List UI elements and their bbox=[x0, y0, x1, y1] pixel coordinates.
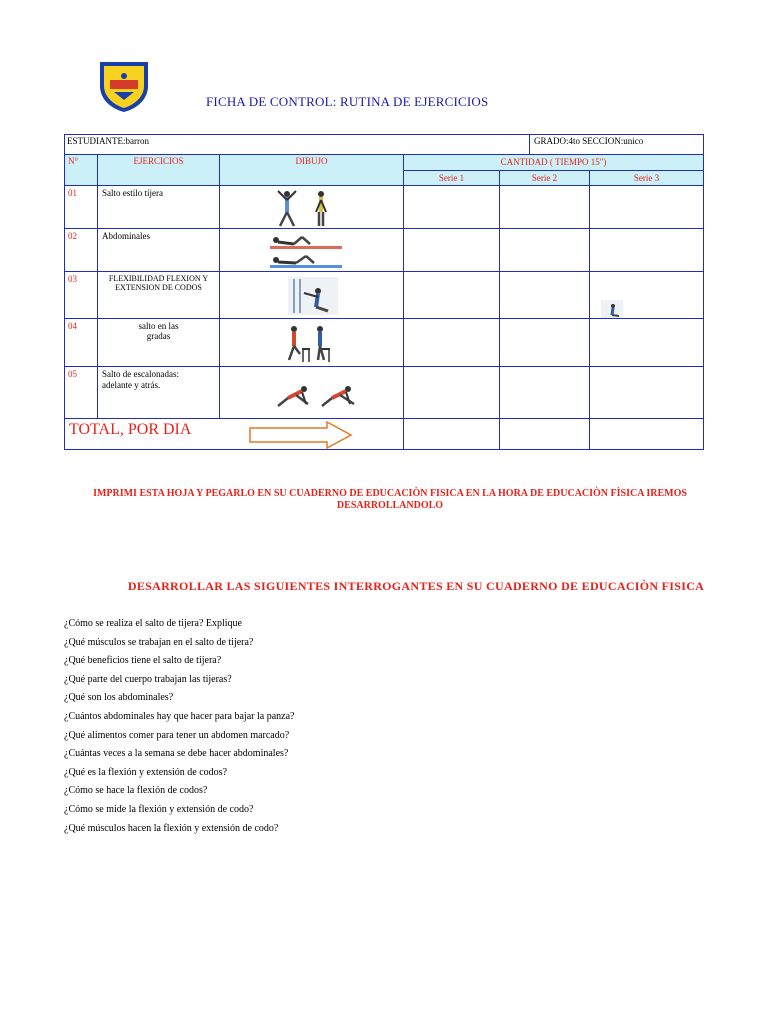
elbow-flexion-thumbnail-icon bbox=[601, 300, 623, 318]
elbow-flexion-figure-icon bbox=[288, 277, 338, 315]
jumping-jack-figures-icon bbox=[275, 188, 339, 228]
series-3-cell[interactable] bbox=[590, 229, 704, 272]
series-3-cell[interactable] bbox=[590, 272, 704, 319]
total-per-day-cell bbox=[64, 419, 404, 450]
row-number: 05 bbox=[64, 367, 98, 419]
row-number: 04 bbox=[64, 319, 98, 367]
question-item: ¿Qué parte del cuerpo trabajan las tijeras? bbox=[64, 673, 232, 685]
series-1-cell[interactable] bbox=[404, 186, 500, 229]
step-jump-figures-icon bbox=[284, 324, 332, 364]
right-arrow-icon bbox=[249, 421, 353, 449]
student-cell bbox=[64, 134, 530, 155]
question-item: ¿Qué alimentos comer para tener un abdomen marcado? bbox=[64, 729, 290, 741]
exercise-control-table bbox=[64, 134, 704, 450]
series-1-cell[interactable] bbox=[404, 272, 500, 319]
series-3-cell[interactable] bbox=[590, 367, 704, 419]
total-series-2-cell[interactable] bbox=[500, 419, 590, 450]
row-number: 02 bbox=[64, 229, 98, 272]
series-3-cell[interactable] bbox=[590, 319, 704, 367]
col-exercises-header: EJERCICIOS bbox=[98, 155, 220, 186]
sit-up-figures-icon bbox=[266, 232, 346, 270]
series-1-cell[interactable] bbox=[404, 319, 500, 367]
drawing-cell bbox=[220, 319, 404, 367]
question-item: ¿Cómo se mide la flexión y extensión de codo? bbox=[64, 803, 254, 815]
col-quantity-header: CANTIDAD ( TIEMPO 15") bbox=[404, 155, 704, 171]
series-1-header: Serie 1 bbox=[404, 171, 500, 186]
series-2-cell[interactable] bbox=[500, 272, 590, 319]
grade-cell bbox=[530, 134, 704, 155]
school-crest-logo bbox=[96, 58, 152, 114]
question-item: ¿Cómo se hace la flexión de codos? bbox=[64, 785, 208, 797]
grade-label: GRADO:4to SECCION:unico bbox=[534, 136, 644, 146]
series-1-cell[interactable] bbox=[404, 229, 500, 272]
series-2-cell[interactable] bbox=[500, 186, 590, 229]
drawing-cell bbox=[220, 229, 404, 272]
exercise-name: Salto de escalonadas: adelante y atrás. bbox=[98, 367, 220, 419]
drawing-cell bbox=[220, 272, 404, 319]
col-number-header: N° bbox=[64, 155, 98, 186]
total-series-1-cell[interactable] bbox=[404, 419, 500, 450]
total-series-3-cell[interactable] bbox=[590, 419, 704, 450]
drawing-cell bbox=[220, 186, 404, 229]
series-2-cell[interactable] bbox=[500, 229, 590, 272]
drawing-cell bbox=[220, 367, 404, 419]
total-per-day-label: TOTAL, POR DIA bbox=[69, 421, 192, 438]
question-item: ¿Qué son los abdominales? bbox=[64, 692, 174, 704]
questions-list bbox=[64, 617, 294, 840]
series-3-header: Serie 3 bbox=[590, 171, 704, 186]
series-1-cell[interactable] bbox=[404, 367, 500, 419]
series-2-cell[interactable] bbox=[500, 319, 590, 367]
exercise-name: Abdominales bbox=[98, 229, 220, 272]
question-item: ¿Qué músculos se trabajan en el salto de tijera? bbox=[64, 636, 254, 648]
question-item: ¿Cuántas veces a la semana se debe hacer abdominales? bbox=[64, 748, 289, 760]
question-item: ¿Qué es la flexión y extensión de codos? bbox=[64, 766, 228, 778]
exercise-name: Salto estilo tijera bbox=[98, 186, 220, 229]
student-label: ESTUDIANTE:barron bbox=[67, 136, 149, 146]
questions-section-title: DESARROLLAR LAS SIGUIENTES INTERROGANTES EN SU CUADERNO DE EDUCACIÒN FISICA bbox=[127, 579, 705, 593]
question-item: ¿Cómo se realiza el salto de tijera? Explique bbox=[64, 618, 242, 629]
question-item: ¿Qué músculos hacen la flexión y extensión de codo? bbox=[64, 822, 279, 834]
row-number: 03 bbox=[64, 272, 98, 319]
print-instruction-note: IMPRIMI ESTA HOJA Y PEGARLO EN SU CUADERNO DE EDUCACIÒN FISICA EN LA HORA DE EDUCACIÒN FÌSICA IREMOS DESARROLLANDOLO bbox=[93, 488, 687, 511]
exercise-name: salto en las gradas bbox=[98, 319, 220, 367]
series-2-header: Serie 2 bbox=[500, 171, 590, 186]
question-item: ¿Cuántos abdominales hay que hacer para bajar la panza? bbox=[64, 710, 295, 722]
page-title: FICHA DE CONTROL: RUTINA DE EJERCICIOS bbox=[206, 94, 489, 109]
lunge-figures-icon bbox=[274, 384, 362, 408]
row-number: 01 bbox=[64, 186, 98, 229]
col-drawing-header: DIBUJO bbox=[220, 155, 404, 186]
question-item: ¿Qué beneficios tiene el salto de tijera? bbox=[64, 655, 222, 667]
exercise-name: FLEXIBILIDAD FLEXION Y EXTENSION DE CODOS bbox=[98, 272, 220, 319]
series-2-cell[interactable] bbox=[500, 367, 590, 419]
series-3-cell[interactable] bbox=[590, 186, 704, 229]
